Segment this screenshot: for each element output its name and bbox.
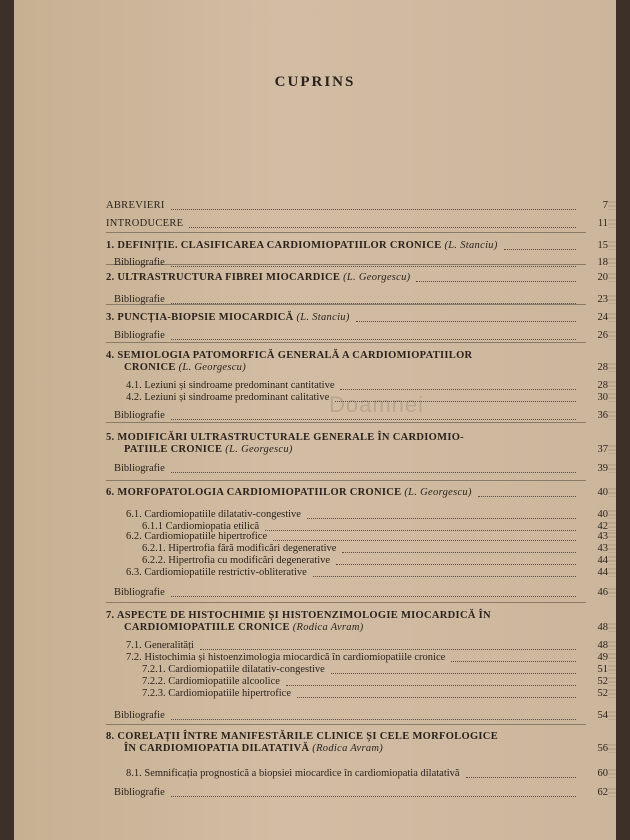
entry-author: (L. Stanciu) — [296, 312, 350, 323]
entry-text: SEMIOLOGIA PATOMORFICĂ GENERALĂ A CARDIOMIOPATIILOR — [117, 350, 473, 361]
entry-author: (L. Georgescu) — [404, 487, 472, 498]
dot-leader — [466, 777, 576, 778]
margin-mark — [608, 653, 616, 662]
entry-author: (L. Georgescu) — [178, 362, 247, 373]
entry-title — [114, 463, 165, 475]
entry-title — [126, 380, 334, 392]
margin-mark — [608, 532, 616, 541]
margin-mark — [608, 665, 616, 674]
entry-title — [106, 312, 350, 324]
dot-leader — [171, 303, 576, 304]
margin-mark — [608, 744, 616, 753]
page-number: 40 — [597, 509, 608, 520]
page-number: 30 — [597, 392, 608, 403]
dot-leader — [356, 321, 576, 322]
dot-leader — [171, 472, 576, 473]
page-title: CUPRINS — [274, 74, 356, 90]
margin-mark — [608, 464, 616, 473]
margin-mark — [608, 522, 616, 531]
entry-number: 7.2.1. — [142, 664, 169, 675]
entry-text-line2: CRONICE — [124, 362, 176, 373]
margin-mark — [608, 295, 616, 304]
page-number: 46 — [597, 587, 608, 598]
margin-mark — [608, 769, 616, 778]
page-number: 23 — [597, 294, 608, 305]
entry-text: Bibliografie — [114, 787, 165, 798]
dot-leader — [171, 209, 576, 210]
margin-mark — [608, 393, 616, 402]
page-number: 44 — [597, 555, 608, 566]
entry-title — [114, 410, 165, 422]
entry-author: (L. Stanciu) — [444, 240, 498, 251]
entry-title — [106, 272, 410, 284]
entry-author: (L. Georgescu) — [225, 444, 293, 455]
dot-leader — [335, 401, 576, 402]
section-divider — [106, 422, 586, 423]
entry-number: 8.1. — [126, 768, 145, 779]
dot-leader — [171, 419, 576, 420]
dot-leader — [273, 540, 576, 541]
dot-leader — [286, 685, 576, 686]
entry-author: (L. Georgescu) — [343, 272, 411, 283]
page-number: 37 — [597, 444, 608, 455]
page-number: 48 — [597, 640, 608, 651]
section-divider — [106, 724, 586, 725]
margin-mark — [608, 510, 616, 519]
entry-title — [106, 610, 491, 622]
dot-leader — [504, 249, 576, 250]
entry-title-continued — [124, 743, 383, 755]
page-number: 44 — [597, 567, 608, 578]
page-number: 42 — [597, 521, 608, 532]
entry-number: 7.2. — [126, 652, 145, 663]
entry-title — [114, 294, 165, 306]
entry-title-continued — [124, 622, 364, 634]
margin-mark — [608, 313, 616, 322]
entry-title — [114, 710, 165, 722]
dot-leader — [171, 266, 576, 267]
entry-text: Cardiomiopatiile restrictiv-obliterative — [144, 567, 307, 578]
entry-number: 7.1. — [126, 640, 145, 651]
entry-text: ASPECTE DE HISTOCHIMIE ȘI HISTOENZIMOLOGIE MIOCARDICĂ ÎN — [116, 610, 491, 621]
entry-text: CORELAȚII ÎNTRE MANIFESTĂRILE CLINICE ȘI CELE MORFOLOGICE — [117, 731, 498, 742]
entry-text: Cardiomiopatiile hipertrofice — [168, 688, 291, 699]
entry-text: Semnificația prognostică a biopsiei miocardice în cardiomiopatia dilatativă — [144, 768, 460, 779]
entry-text: Cardiomiopatiile dilatativ-congestive — [144, 509, 301, 520]
entry-text: PUNCȚIA-BIOPSIE MIOCARDICĂ — [117, 312, 294, 323]
page-number: 48 — [597, 622, 608, 633]
page-number: 52 — [597, 688, 608, 699]
page-number: 28 — [597, 362, 608, 373]
page-number: 24 — [597, 312, 608, 323]
bleed-through-text: · · · · · · · · · · · · · — [224, 12, 333, 21]
entry-text: Bibliografie — [114, 710, 165, 721]
dot-leader — [313, 576, 576, 577]
entry-text: Hipertrofia cu modificări degenerative — [168, 555, 331, 566]
page-number: 7 — [602, 200, 608, 211]
entry-number: 4. — [106, 350, 118, 361]
page-number: 15 — [597, 240, 608, 251]
entry-text: Bibliografie — [114, 330, 165, 341]
entry-text: DEFINIȚIE. CLASIFICAREA CARDIOMIOPATIILOR CRONICE — [117, 240, 442, 251]
entry-number: 6. — [106, 487, 118, 498]
entry-text: Histochimia și histoenzimologia miocardică în cardiomiopatiile cronice — [144, 652, 446, 663]
entry-number: 2. — [106, 272, 118, 283]
entry-number: 4.1. — [126, 380, 145, 391]
entry-text: Leziuni și sindroame predominant calitative — [144, 392, 330, 403]
margin-mark — [608, 641, 616, 650]
entry-title — [114, 787, 165, 799]
entry-text: INTRODUCERE — [106, 218, 184, 229]
entry-author: (Rodica Avram) — [312, 743, 384, 754]
page-number: 26 — [597, 330, 608, 341]
entry-title — [126, 531, 267, 543]
dot-leader — [451, 661, 576, 662]
page-number: 51 — [597, 664, 608, 675]
entry-title — [106, 240, 498, 252]
entry-number: 7.2.3. — [142, 688, 169, 699]
entry-number: 4.2. — [126, 392, 145, 403]
margin-mark — [608, 544, 616, 553]
entry-title-continued — [124, 444, 293, 456]
entry-title — [126, 640, 194, 652]
entry-title — [126, 652, 445, 664]
entry-number: 6.2. — [126, 531, 145, 542]
dot-leader — [171, 339, 576, 340]
dot-leader — [331, 673, 576, 674]
entry-title — [106, 487, 472, 499]
entry-number: 5. — [106, 432, 118, 443]
entry-text: Bibliografie — [114, 587, 165, 598]
entry-title — [106, 350, 472, 362]
dot-leader — [189, 227, 576, 228]
entry-title — [142, 555, 330, 567]
entry-title — [114, 330, 165, 342]
section-divider — [106, 480, 586, 481]
margin-mark — [608, 258, 616, 267]
margin-mark — [608, 219, 616, 228]
page-number: 54 — [597, 710, 608, 721]
entry-text: Cardiomiopatiile alcoolice — [168, 676, 280, 687]
margin-mark — [608, 241, 616, 250]
entry-title — [114, 587, 165, 599]
entry-text-line2: ÎN CARDIOMIOPATIA DILATATIVĂ — [124, 743, 310, 754]
margin-mark — [608, 273, 616, 282]
entry-number: 7. — [106, 610, 117, 621]
page-number: 28 — [597, 380, 608, 391]
entry-author: (Rodica Avram) — [292, 622, 364, 633]
entry-title-continued — [124, 362, 246, 374]
entry-text: MORFOPATOLOGIA CARDIOMIOPATIILOR CRONICE — [117, 487, 402, 498]
margin-mark — [608, 711, 616, 720]
entry-number: 6.3. — [126, 567, 145, 578]
entry-title — [106, 200, 165, 212]
page-number: 56 — [597, 743, 608, 754]
page-number: 36 — [597, 410, 608, 421]
dot-leader — [340, 389, 576, 390]
dot-leader — [478, 496, 576, 497]
page-number: 20 — [597, 272, 608, 283]
margin-mark — [608, 568, 616, 577]
entry-text-line2: PATIILE CRONICE — [124, 444, 223, 455]
entry-number: 7.2.2. — [142, 676, 169, 687]
dot-leader — [171, 719, 576, 720]
entry-text: ULTRASTRUCTURA FIBREI MIOCARDICE — [117, 272, 341, 283]
entry-text: Cardiomiopatiile dilatativ-congestive — [168, 664, 325, 675]
entry-number: 6.2.1. — [142, 543, 169, 554]
dot-leader — [342, 552, 576, 553]
section-divider — [106, 232, 586, 233]
dot-leader — [171, 796, 576, 797]
margin-mark — [608, 411, 616, 420]
page-number: 43 — [597, 531, 608, 542]
margin-mark — [608, 331, 616, 340]
page-number: 52 — [597, 676, 608, 687]
entry-title — [142, 664, 325, 676]
section-divider — [106, 264, 586, 265]
entry-number: 6.2.2. — [142, 555, 169, 566]
entry-text: Bibliografie — [114, 257, 165, 268]
entry-title — [142, 676, 280, 688]
section-divider — [106, 602, 586, 603]
dot-leader — [297, 697, 576, 698]
entry-text: Cardiomiopatiile hipertrofice — [144, 531, 268, 542]
entry-title — [126, 509, 301, 521]
page-number: 49 — [597, 652, 608, 663]
page-number: 11 — [597, 218, 608, 229]
entry-title — [126, 567, 307, 579]
dot-leader — [200, 649, 576, 650]
page-number: 43 — [597, 543, 608, 554]
entry-title — [106, 218, 183, 230]
section-divider — [106, 342, 586, 343]
entry-number: 6.1.1 — [142, 521, 166, 532]
entry-text: Hipertrofia fără modificări degenerative — [168, 543, 337, 554]
section-divider — [106, 304, 586, 305]
dot-leader — [416, 281, 576, 282]
margin-mark — [608, 689, 616, 698]
margin-mark — [608, 588, 616, 597]
page-number: 18 — [597, 257, 608, 268]
margin-mark — [608, 788, 616, 797]
margin-mark — [608, 488, 616, 497]
dot-leader — [307, 518, 576, 519]
dot-leader — [171, 596, 576, 597]
watermark: Doamnei — [329, 392, 425, 417]
entry-number: 8. — [106, 731, 118, 742]
margin-mark — [608, 381, 616, 390]
entry-text: Cardiomiopatia etilică — [165, 521, 260, 532]
margin-mark — [608, 556, 616, 565]
page-number: 60 — [597, 768, 608, 779]
entry-title — [142, 543, 336, 555]
entry-title — [142, 688, 291, 700]
page-number: 39 — [597, 463, 608, 474]
dot-leader — [265, 530, 576, 531]
entry-text: ABREVIERI — [106, 200, 165, 211]
dot-leader — [336, 564, 576, 565]
page-number: 40 — [597, 487, 608, 498]
entry-title — [126, 768, 460, 780]
entry-title — [126, 392, 329, 404]
entry-text: Bibliografie — [114, 463, 165, 474]
entry-number: 6.1. — [126, 509, 145, 520]
book-page — [14, 0, 616, 840]
entry-text: Bibliografie — [114, 294, 165, 305]
entry-title — [106, 432, 464, 444]
entry-title — [106, 731, 498, 743]
margin-mark — [608, 363, 616, 372]
entry-text: Bibliografie — [114, 410, 165, 421]
entry-text: Generalități — [144, 640, 194, 651]
entry-text: Leziuni și sindroame predominant cantitative — [144, 380, 335, 391]
margin-mark — [608, 677, 616, 686]
entry-title — [114, 257, 165, 269]
margin-mark — [608, 201, 616, 210]
margin-mark — [608, 623, 616, 632]
entry-number: 3. — [106, 312, 118, 323]
page-number: 62 — [597, 787, 608, 798]
entry-text-line2: CARDIOMIOPATIILE CRONICE — [124, 622, 290, 633]
entry-number: 1. — [106, 240, 118, 251]
margin-mark — [608, 445, 616, 454]
entry-text: MODIFICĂRI ULTRASTRUCTURALE GENERALE ÎN CARDIOMIO- — [117, 432, 464, 443]
